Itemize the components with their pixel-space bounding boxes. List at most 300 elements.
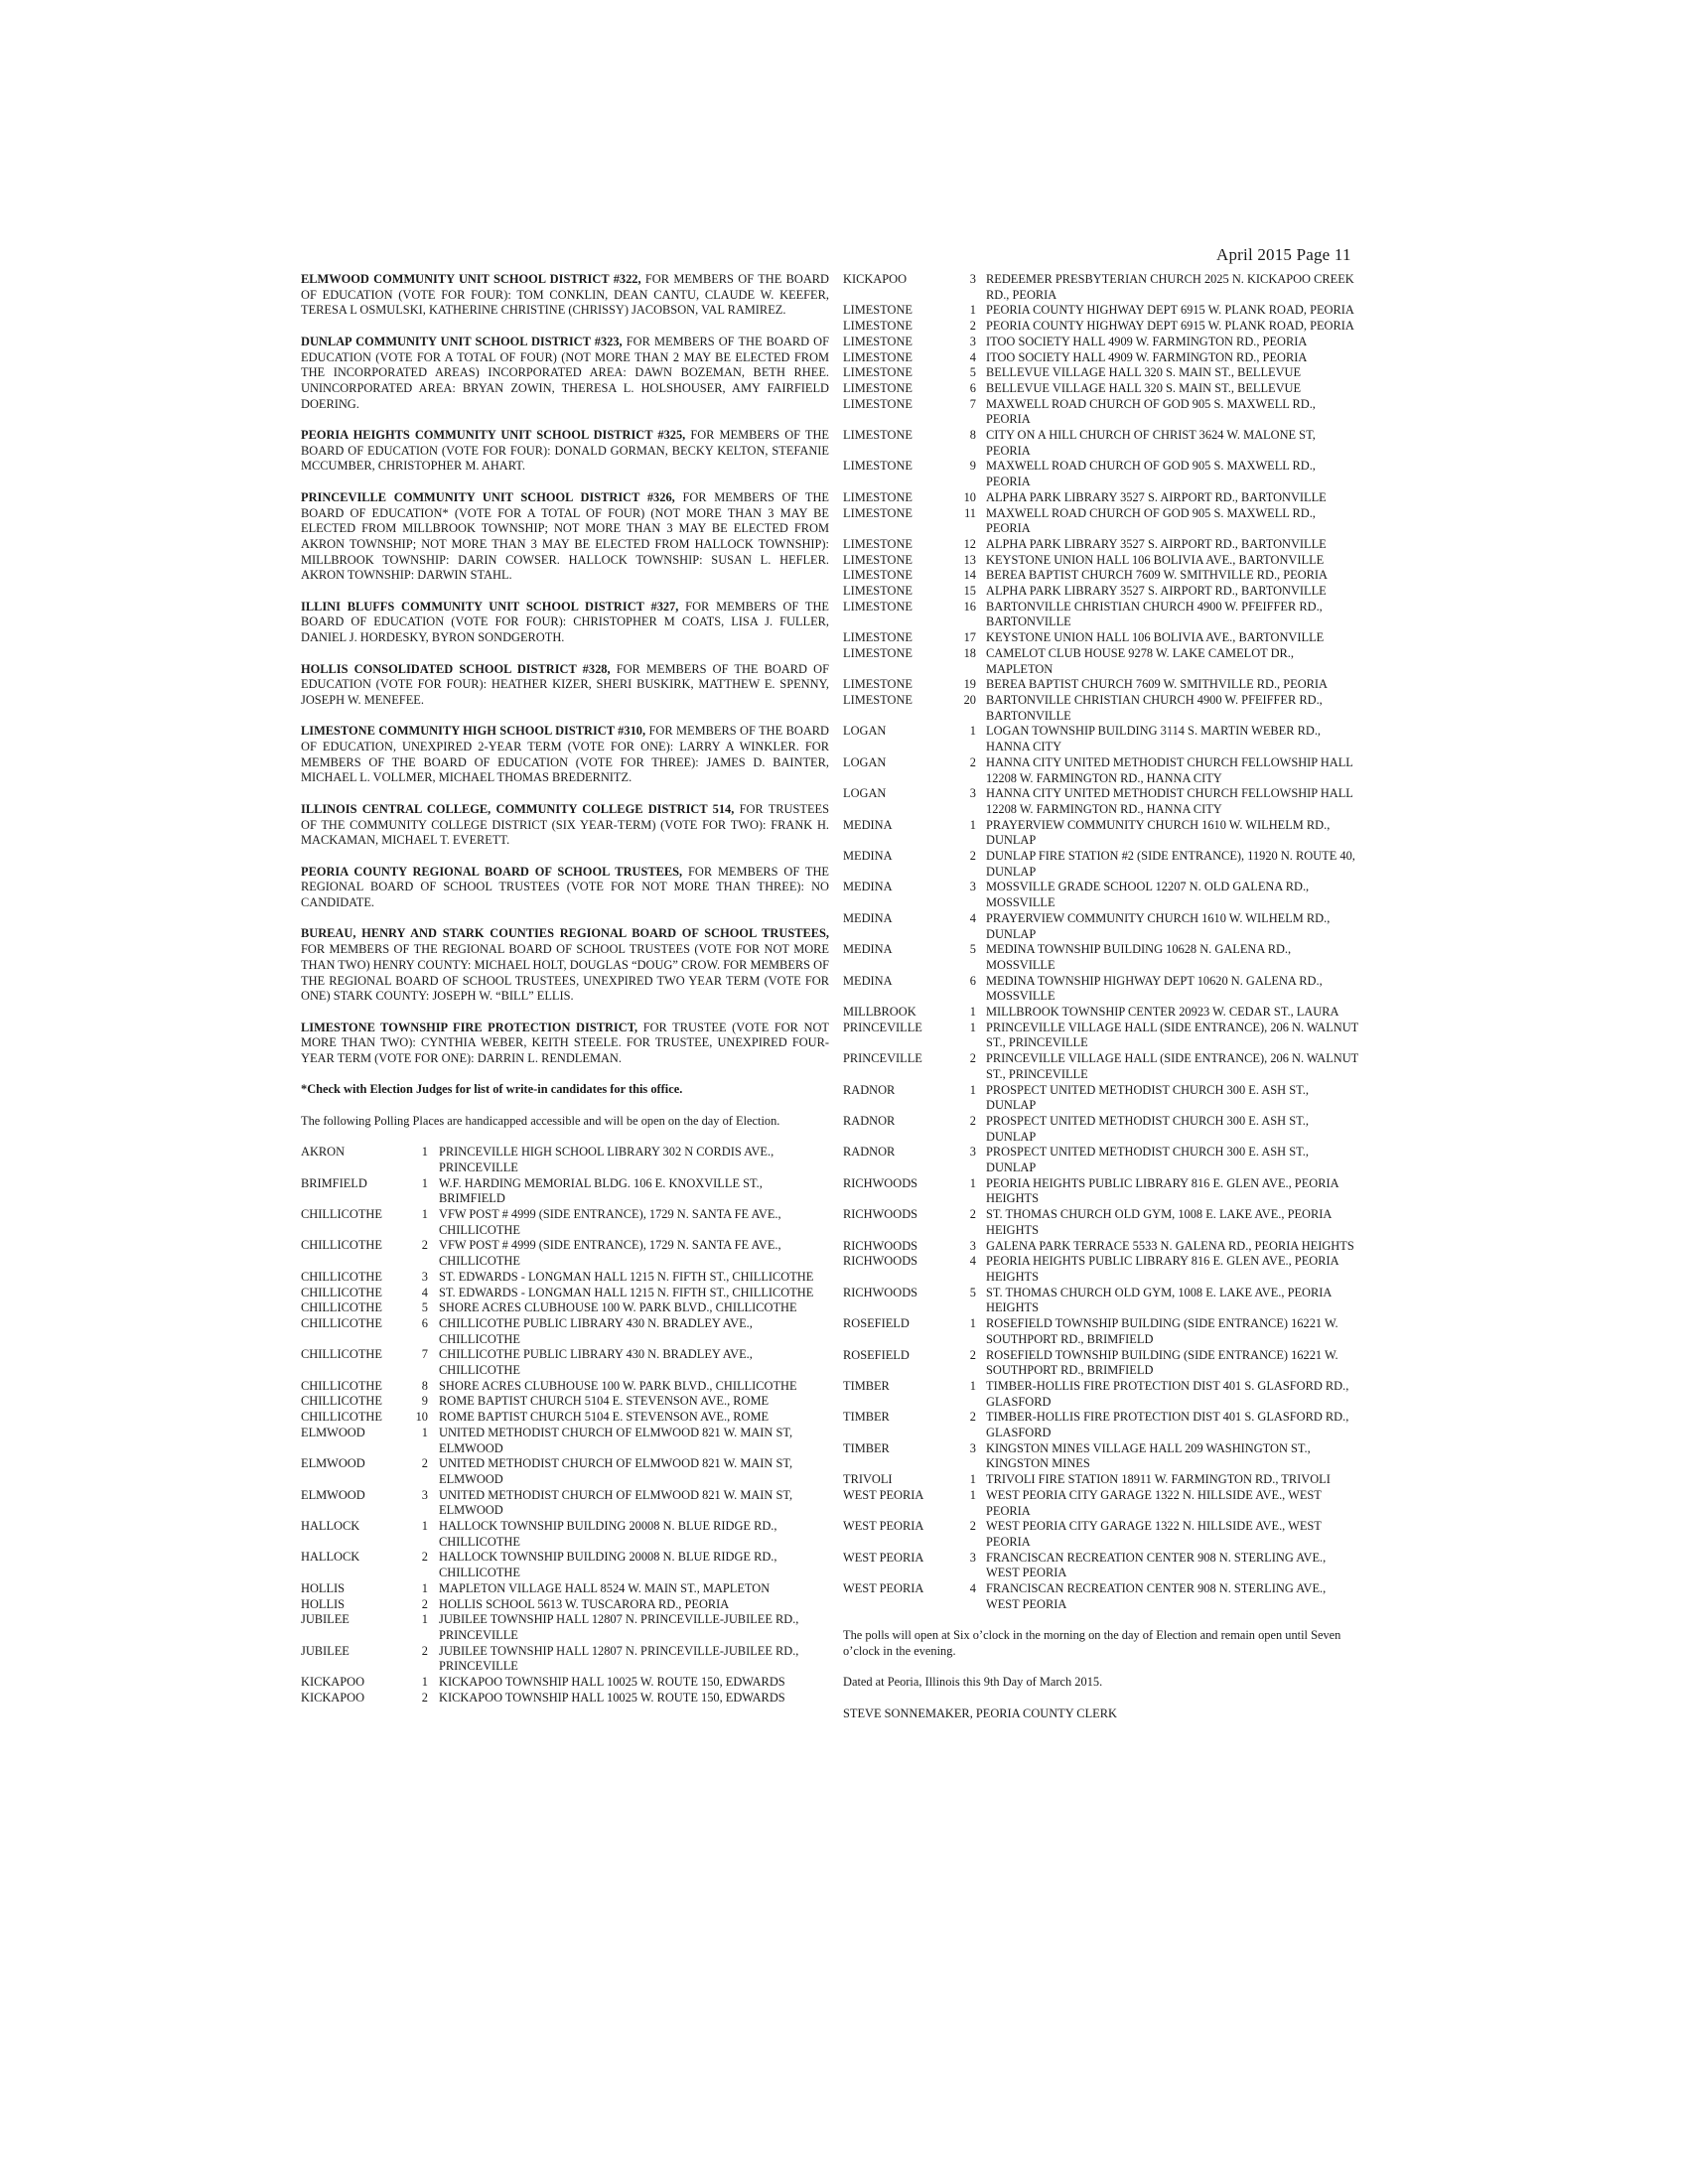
precinct-number: 3 (969, 1440, 976, 1455)
precinct-number: 3 (969, 1550, 976, 1565)
polling-place-row (843, 942, 1365, 973)
polling-place-row (843, 1581, 1365, 1612)
election-notices (301, 272, 829, 1067)
precinct-number: 2 (969, 1051, 976, 1066)
township-name: LIMESTONE (843, 334, 913, 348)
polling-location: ROME BAPTIST CHURCH 5104 E. STEVENSON AVE., ROME (439, 1394, 770, 1409)
polling-place-row (843, 1551, 1365, 1581)
polling-location: BELLEVUE VILLAGE HALL 320 S. MAIN ST., BELLEVUE (986, 380, 1302, 395)
polling-location: GALENA PARK TERRACE 5533 N. GALENA RD., PEORIA HEIGHTS (986, 1238, 1354, 1253)
polling-place-row (843, 537, 1365, 553)
polling-place-row (301, 1426, 829, 1456)
polling-location: KICKAPOO TOWNSHIP HALL 10025 W. ROUTE 150, EDWARDS (439, 1690, 785, 1705)
polling-places-right (843, 272, 1365, 1612)
township-name: LOGAN (843, 786, 887, 801)
precinct-number: 2 (969, 1113, 976, 1128)
election-notice (301, 490, 829, 584)
polling-place-row (301, 1519, 829, 1550)
precinct-number: 1 (969, 724, 976, 739)
polling-location: HANNA CITY UNITED METHODIST CHURCH FELLOWSHIP HALL 12208 W. FARMINGTON RD., HANNA CITY (986, 754, 1353, 785)
township-name: TIMBER (843, 1440, 890, 1455)
polling-place-row (843, 1051, 1365, 1082)
notice-title: PRINCEVILLE COMMUNITY UNIT SCHOOL DISTRICT #326, (301, 489, 675, 504)
election-notice (301, 1021, 829, 1067)
polling-place-row (301, 1581, 829, 1597)
township-name: ELMWOOD (301, 1425, 365, 1439)
polling-location: WEST PEORIA CITY GARAGE 1322 N. HILLSIDE AVE., WEST PEORIA (986, 1487, 1322, 1518)
polling-place-row (843, 568, 1365, 584)
township-name: LIMESTONE (843, 645, 913, 660)
precinct-number: 1 (969, 1082, 976, 1097)
precinct-number: 2 (969, 1410, 976, 1425)
polling-places-left (301, 1145, 829, 1706)
polling-location: KINGSTON MINES VILLAGE HALL 209 WASHINGTON ST., KINGSTON MINES (986, 1440, 1311, 1471)
precinct-number: 2 (421, 1550, 428, 1565)
polling-location: MEDINA TOWNSHIP BUILDING 10628 N. GALENA RD., MOSSVILLE (986, 942, 1292, 972)
notice-title: ELMWOOD COMMUNITY UNIT SCHOOL DISTRICT #322, (301, 272, 641, 286)
polling-place-row (301, 1597, 829, 1613)
township-name: RADNOR (843, 1145, 896, 1160)
polling-place-row (843, 724, 1365, 754)
township-name: RICHWOODS (843, 1285, 918, 1299)
precinct-number: 1 (421, 1145, 428, 1160)
township-name: RICHWOODS (843, 1238, 918, 1253)
election-notice (301, 865, 829, 911)
precinct-number: 4 (421, 1285, 428, 1299)
township-name: LIMESTONE (843, 319, 913, 334)
precinct-number: 6 (969, 973, 976, 988)
polling-location: VFW POST # 4999 (SIDE ENTRANCE), 1729 N. SANTA FE AVE., CHILLICOTHE (439, 1238, 781, 1269)
precinct-number: 3 (421, 1269, 428, 1284)
township-name: WEST PEORIA (843, 1519, 924, 1534)
polling-location: MAXWELL ROAD CHURCH OF GOD 905 S. MAXWELL RD., PEORIA (986, 505, 1316, 536)
polling-place-row (843, 335, 1365, 350)
township-name: JUBILEE (301, 1643, 350, 1658)
left-column (301, 272, 829, 1706)
township-name: KICKAPOO (843, 272, 908, 286)
notice-body: FOR MEMBERS OF THE BOARD OF EDUCATION (VOTE FOR FOUR): DONALD GORMAN, BECKY KELTON, STEFANIE MCCUMBER, CHRISTOPHER M. AHART. (301, 428, 829, 474)
precinct-number: 10 (963, 489, 976, 504)
polling-location: MAXWELL ROAD CHURCH OF GOD 905 S. MAXWELL RD., PEORIA (986, 459, 1316, 489)
polling-place-row (301, 1238, 829, 1269)
township-name: HALLOCK (301, 1519, 360, 1534)
township-name: LIMESTONE (843, 536, 913, 551)
precinct-number: 8 (969, 428, 976, 443)
notice-body: FOR MEMBERS OF THE BOARD OF EDUCATION (VOTE FOR FOUR): CHRISTOPHER M COATS, LISA J. FULLER, DANIEL J. HORDESKY, BYRON SONDGEROTH. (301, 599, 829, 645)
polling-location: JUBILEE TOWNSHIP HALL 12807 N. PRINCEVILLE-JUBILEE RD., PRINCEVILLE (439, 1643, 799, 1674)
election-notice (301, 428, 829, 475)
polling-place-row (843, 880, 1365, 910)
polling-place-row (843, 1021, 1365, 1051)
polling-location: UNITED METHODIST CHURCH OF ELMWOOD 821 W. MAIN ST, ELMWOOD (439, 1487, 793, 1518)
polling-location: SHORE ACRES CLUBHOUSE 100 W. PARK BLVD., CHILLICOTHE (439, 1300, 797, 1315)
township-name: RADNOR (843, 1082, 896, 1097)
polling-location: ROME BAPTIST CHURCH 5104 E. STEVENSON AVE., ROME (439, 1410, 770, 1425)
polling-place-row (843, 553, 1365, 569)
polling-place-row (301, 1675, 829, 1691)
precinct-number: 1 (969, 817, 976, 832)
polling-location: PRAYERVIEW COMMUNITY CHURCH 1610 W. WILHELM RD., DUNLAP (986, 817, 1331, 848)
polling-location: HALLOCK TOWNSHIP BUILDING 20008 N. BLUE RIDGE RD., CHILLICOTHE (439, 1519, 777, 1549)
polling-location: REDEEMER PRESBYTERIAN CHURCH 2025 N. KICKAPOO CREEK RD., PEORIA (986, 272, 1354, 302)
township-name: TRIVOLI (843, 1472, 893, 1487)
precinct-number: 1 (421, 1580, 428, 1595)
precinct-number: 18 (963, 645, 976, 660)
precinct-number: 2 (421, 1596, 428, 1611)
precinct-number: 8 (421, 1378, 428, 1393)
township-name: KICKAPOO (301, 1690, 365, 1705)
precinct-number: 3 (969, 880, 976, 894)
polling-location: CHILLICOTHE PUBLIC LIBRARY 430 N. BRADLEY AVE., CHILLICOTHE (439, 1347, 753, 1378)
notice-body: FOR MEMBERS OF THE REGIONAL BOARD OF SCHOOL TRUSTEES (VOTE FOR NOT MORE THAN THREE): NO CANDIDATE. (301, 864, 829, 909)
election-notice (301, 272, 829, 319)
polling-location: KEYSTONE UNION HALL 106 BOLIVIA AVE., BARTONVILLE (986, 630, 1325, 645)
polling-location: BELLEVUE VILLAGE HALL 320 S. MAIN ST., BELLEVUE (986, 365, 1302, 380)
polling-intro: The following Polling Places are handicapped accessible and will be open on the day of Election. (301, 1113, 780, 1128)
polling-place-row (843, 755, 1365, 786)
polling-place-row (301, 1488, 829, 1519)
polling-place-row (843, 1316, 1365, 1347)
election-notice (301, 335, 829, 413)
polling-location: ITOO SOCIETY HALL 4909 W. FARMINGTON RD., PEORIA (986, 334, 1308, 348)
notice-title: BUREAU, HENRY AND STARK COUNTIES REGIONAL BOARD OF SCHOOL TRUSTEES, (301, 926, 829, 941)
precinct-number: 1 (969, 1005, 976, 1020)
precinct-number: 2 (421, 1456, 428, 1471)
precinct-number: 2 (421, 1690, 428, 1705)
township-name: LIMESTONE (843, 584, 913, 599)
township-name: LOGAN (843, 724, 887, 739)
township-name: LIMESTONE (843, 552, 913, 567)
precinct-number: 16 (963, 599, 976, 614)
township-name: CHILLICOTHE (301, 1378, 382, 1393)
polling-place-row (843, 1519, 1365, 1550)
election-notice (301, 662, 829, 709)
polling-location: FRANCISCAN RECREATION CENTER 908 N. STERLING AVE., WEST PEORIA (986, 1581, 1327, 1611)
precinct-number: 6 (421, 1315, 428, 1330)
precinct-number: 1 (969, 1472, 976, 1487)
polling-place-row (301, 1145, 829, 1175)
township-name: LIMESTONE (843, 568, 913, 583)
township-name: MEDINA (843, 880, 893, 894)
polling-location: ROSEFIELD TOWNSHIP BUILDING (SIDE ENTRANCE) 16221 W. SOUTHPORT RD., BRIMFIELD (986, 1347, 1338, 1378)
polling-place-row (843, 1083, 1365, 1114)
precinct-number: 1 (969, 1020, 976, 1034)
township-name: CHILLICOTHE (301, 1206, 382, 1221)
polling-location: HANNA CITY UNITED METHODIST CHURCH FELLOWSHIP HALL 12208 W. FARMINGTON RD., HANNA CITY (986, 786, 1353, 816)
precinct-number: 7 (969, 396, 976, 411)
township-name: JUBILEE (301, 1612, 350, 1627)
precinct-number: 5 (421, 1300, 428, 1315)
precinct-number: 1 (969, 303, 976, 318)
township-name: CHILLICOTHE (301, 1315, 382, 1330)
polling-place-row (301, 1612, 829, 1643)
precinct-number: 3 (969, 786, 976, 801)
precinct-number: 6 (969, 380, 976, 395)
precinct-number: 17 (963, 630, 976, 645)
township-name: LIMESTONE (843, 489, 913, 504)
township-name: WEST PEORIA (843, 1550, 924, 1565)
township-name: TIMBER (843, 1378, 890, 1393)
polling-location: FRANCISCAN RECREATION CENTER 908 N. STERLING AVE., WEST PEORIA (986, 1550, 1327, 1580)
township-name: CHILLICOTHE (301, 1394, 382, 1409)
election-notice (301, 802, 829, 849)
polling-place-row (843, 849, 1365, 880)
township-name: WEST PEORIA (843, 1487, 924, 1502)
township-name: AKRON (301, 1145, 346, 1160)
township-name: MEDINA (843, 942, 893, 957)
polling-location: CHILLICOTHE PUBLIC LIBRARY 430 N. BRADLEY AVE., CHILLICOTHE (439, 1315, 753, 1346)
township-name: CHILLICOTHE (301, 1285, 382, 1299)
polling-location: PRINCEVILLE VILLAGE HALL (SIDE ENTRANCE), 206 N. WALNUT ST., PRINCEVILLE (986, 1020, 1359, 1050)
polling-location: W.F. HARDING MEMORIAL BLDG. 106 E. KNOXVILLE ST., BRIMFIELD (439, 1175, 763, 1206)
precinct-number: 11 (964, 505, 976, 520)
polling-place-row (843, 1286, 1365, 1316)
polling-place-row (301, 1270, 829, 1286)
precinct-number: 4 (969, 1581, 976, 1596)
notice-body: FOR MEMBERS OF THE BOARD OF EDUCATION (VOTE FOR FOUR): TOM CONKLIN, DEAN CANTU, CLAUDE W. KEEFER, TERESA L OSMULSKI, KATHERINE CHRISTINE (CHRISSY) JACOBSON, VAL RAMIREZ. (301, 272, 829, 318)
polling-place-row (843, 506, 1365, 537)
polling-location: PRINCEVILLE VILLAGE HALL (SIDE ENTRANCE), 206 N. WALNUT ST., PRINCEVILLE (986, 1051, 1359, 1081)
polls-hours-text: The polls will open at Six o’clock in the morning on the day of Election and remain open until Seven o’clock in the evening. (843, 1628, 1341, 1658)
precinct-number: 4 (969, 910, 976, 925)
township-name: MEDINA (843, 849, 893, 864)
polling-location: JUBILEE TOWNSHIP HALL 12807 N. PRINCEVILLE-JUBILEE RD., PRINCEVILLE (439, 1612, 799, 1642)
polling-location: HALLOCK TOWNSHIP BUILDING 20008 N. BLUE RIDGE RD., CHILLICOTHE (439, 1550, 777, 1580)
polling-location: PRINCEVILLE HIGH SCHOOL LIBRARY 302 N CORDIS AVE., PRINCEVILLE (439, 1145, 774, 1174)
election-notice (301, 926, 829, 1005)
polling-location: PEORIA COUNTY HIGHWAY DEPT 6915 W. PLANK ROAD, PEORIA (986, 319, 1354, 334)
polling-place-row (301, 1456, 829, 1487)
precinct-number: 14 (963, 568, 976, 583)
notice-body: FOR MEMBERS OF THE BOARD OF EDUCATION (VOTE FOR A TOTAL OF FOUR) (NOT MORE THAN 2 MAY BE ELECTED FROM THE INCORPORATED AREAS) INCORPORATED AREA: DAWN BOZEMAN, BETH RHEE. UNINCORPORATED AREA: BRYAN ZOWIN, THERESA L. HOLSHOUSER, AMY FAIRFIELD DOERING. (301, 334, 829, 411)
dated-text: Dated at Peoria, Illinois this 9th Day of March 2015. (843, 1675, 1103, 1690)
polling-place-row (843, 646, 1365, 677)
polling-location: MAXWELL ROAD CHURCH OF GOD 905 S. MAXWELL RD., PEORIA (986, 396, 1316, 427)
polling-place-row (843, 1379, 1365, 1410)
township-name: RADNOR (843, 1113, 896, 1128)
precinct-number: 2 (969, 1519, 976, 1534)
polling-place-row (301, 1410, 829, 1426)
polling-place-row (843, 600, 1365, 630)
election-notice (301, 724, 829, 786)
polling-place-row (301, 1286, 829, 1301)
polling-location: PEORIA HEIGHTS PUBLIC LIBRARY 816 E. GLEN AVE., PEORIA HEIGHTS (986, 1175, 1338, 1206)
notice-body: FOR TRUSTEE (VOTE FOR NOT MORE THAN TWO): CYNTHIA WEBER, KEITH STEELE. FOR TRUSTEE, UNEXPIRED FOUR-YEAR TERM (VOTE FOR ONE): DARRIN L. RENDLEMAN. (301, 1020, 829, 1065)
polling-place-row (843, 911, 1365, 942)
notice-body: FOR MEMBERS OF THE REGIONAL BOARD OF SCHOOL TRUSTEES (VOTE FOR NOT MORE THAN TWO) HENRY COUNTY: MICHAEL HOLT, DOUGLAS “DOUG” CROW. FOR MEMBERS OF THE REGIONAL BOARD OF SCHOOL TRUSTEES, UNEXPIRED TWO YEAR TERM (VOTE FOR ONE) STARK COUNTY: JOSEPH W. “BILL” ELLIS. (301, 942, 829, 1004)
polling-location: KEYSTONE UNION HALL 106 BOLIVIA AVE., BARTONVILLE (986, 552, 1325, 567)
township-name: HOLLIS (301, 1580, 346, 1595)
precinct-number: 3 (421, 1487, 428, 1502)
polling-place-row (843, 1207, 1365, 1238)
township-name: LIMESTONE (843, 380, 913, 395)
polling-location: MEDINA TOWNSHIP HIGHWAY DEPT 10620 N. GALENA RD., MOSSVILLE (986, 973, 1323, 1004)
township-name: CHILLICOTHE (301, 1300, 382, 1315)
polling-place-row (843, 1441, 1365, 1472)
polling-place-row (843, 350, 1365, 366)
township-name: CHILLICOTHE (301, 1238, 382, 1253)
township-name: LIMESTONE (843, 599, 913, 614)
polling-place-row (843, 381, 1365, 397)
polling-location: UNITED METHODIST CHURCH OF ELMWOOD 821 W. MAIN ST, ELMWOOD (439, 1425, 793, 1455)
right-column (843, 272, 1365, 1737)
township-name: LIMESTONE (843, 630, 913, 645)
notice-title: ILLINOIS CENTRAL COLLEGE, COMMUNITY COLLEGE DISTRICT 514, (301, 801, 735, 816)
precinct-number: 19 (963, 677, 976, 692)
township-name: ROSEFIELD (843, 1347, 910, 1362)
township-name: BRIMFIELD (301, 1175, 367, 1190)
polling-location: PROSPECT UNITED METHODIST CHURCH 300 E. ASH ST., DUNLAP (986, 1145, 1309, 1175)
polling-location: UNITED METHODIST CHURCH OF ELMWOOD 821 W. MAIN ST, ELMWOOD (439, 1456, 793, 1486)
precinct-number: 1 (421, 1675, 428, 1690)
polling-location: BEREA BAPTIST CHURCH 7609 W. SMITHVILLE RD., PEORIA (986, 568, 1328, 583)
polling-location: ST. THOMAS CHURCH OLD GYM, 1008 E. LAKE AVE., PEORIA HEIGHTS (986, 1285, 1332, 1315)
polling-location: MAPLETON VILLAGE HALL 8524 W. MAIN ST., MAPLETON (439, 1580, 771, 1595)
precinct-number: 9 (969, 459, 976, 474)
polling-location: MOSSVILLE GRADE SCHOOL 12207 N. OLD GALENA RD., MOSSVILLE (986, 880, 1310, 910)
township-name: HOLLIS (301, 1596, 346, 1611)
precinct-number: 4 (969, 1254, 976, 1269)
polling-location: ST. EDWARDS - LONGMAN HALL 1215 N. FIFTH ST., CHILLICOTHE (439, 1285, 814, 1299)
notice-body: FOR MEMBERS OF THE BOARD OF EDUCATION (VOTE FOR FOUR): HEATHER KIZER, SHERI BUSKIRK, MATTHEW E. SPENNY, JOSEPH W. MENEFEE. (301, 661, 829, 707)
precinct-number: 5 (969, 942, 976, 957)
precinct-number: 5 (969, 365, 976, 380)
polling-location: PROSPECT UNITED METHODIST CHURCH 300 E. ASH ST., DUNLAP (986, 1082, 1309, 1113)
precinct-number: 1 (969, 1378, 976, 1393)
polling-place-row (843, 1114, 1365, 1145)
polling-place-row (843, 630, 1365, 646)
precinct-number: 3 (969, 334, 976, 348)
precinct-number: 5 (969, 1285, 976, 1299)
polling-place-row (843, 319, 1365, 335)
polling-place-row (843, 1239, 1365, 1255)
election-notice (301, 600, 829, 646)
polling-place-row (301, 1550, 829, 1580)
polling-location: MILLBROOK TOWNSHIP CENTER 20923 W. CEDAR ST., LAURA (986, 1005, 1339, 1020)
precinct-number: 1 (421, 1206, 428, 1221)
page-header: April 2015 Page 11 (1216, 245, 1351, 264)
polling-place-row (843, 397, 1365, 428)
polling-place-row (843, 1176, 1365, 1207)
polling-location: TRIVOLI FIRE STATION 18911 W. FARMINGTON RD., TRIVOLI (986, 1472, 1331, 1487)
polling-place-row (843, 1005, 1365, 1021)
precinct-number: 3 (969, 1238, 976, 1253)
precinct-number: 2 (969, 849, 976, 864)
notice-body: FOR TRUSTEES OF THE COMMUNITY COLLEGE DISTRICT (SIX YEAR-TERM) (VOTE FOR TWO): FRANK H. MACKAMAN, MICHAEL T. EVERETT. (301, 801, 829, 848)
polling-location: PEORIA COUNTY HIGHWAY DEPT 6915 W. PLANK ROAD, PEORIA (986, 303, 1354, 318)
polling-place-row (843, 1254, 1365, 1285)
polling-place-row (843, 303, 1365, 319)
township-name: KICKAPOO (301, 1675, 365, 1690)
precinct-number: 2 (421, 1238, 428, 1253)
precinct-number: 20 (963, 692, 976, 707)
notice-title: PEORIA COUNTY REGIONAL BOARD OF SCHOOL TRUSTEES, (301, 864, 683, 879)
polling-location: VFW POST # 4999 (SIDE ENTRANCE), 1729 N. SANTA FE AVE., CHILLICOTHE (439, 1206, 781, 1237)
township-name: WEST PEORIA (843, 1581, 924, 1596)
notice-body: FOR MEMBERS OF THE BOARD OF EDUCATION* (VOTE FOR A TOTAL OF FOUR) (NOT MORE THAN 3 MAY BE ELECTED FROM MILLBROOK TOWNSHIP; NOT MORE THAN 3 MAY BE ELECTED FROM AKRON TOWNSHIP; NOT MORE THAN 3 MAY BE ELECTED FROM HALLOCK TOWNSHIP): MILLBROOK TOWNSHIP: DARIN COWSER. HALLOCK TOWNSHIP: SUSAN L. HEFLER. AKRON TOWNSHIP: DARWIN STAHL. (301, 489, 829, 583)
notice-body: FOR MEMBERS OF THE BOARD OF EDUCATION, UNEXPIRED 2-YEAR TERM (VOTE FOR ONE): LARRY A WINKLER. FOR MEMBERS OF THE BOARD OF EDUCATION (VOTE FOR THREE): JAMES D. BAINTER, MICHAEL L. VOLLMER, MICHAEL THOMAS BREDERNITZ. (301, 724, 829, 785)
precinct-number: 15 (963, 584, 976, 599)
polling-place-row (843, 974, 1365, 1005)
township-name: MEDINA (843, 817, 893, 832)
polling-location: TIMBER-HOLLIS FIRE PROTECTION DIST 401 S. GLASFORD RD., GLASFORD (986, 1410, 1349, 1440)
clerk-signature: STEVE SONNEMAKER, PEORIA COUNTY CLERK (843, 1706, 1117, 1720)
polling-location: ALPHA PARK LIBRARY 3527 S. AIRPORT RD., BARTONVILLE (986, 536, 1327, 551)
polling-location: ROSEFIELD TOWNSHIP BUILDING (SIDE ENTRANCE) 16221 W. SOUTHPORT RD., BRIMFIELD (986, 1316, 1338, 1346)
township-name: RICHWOODS (843, 1175, 918, 1190)
township-name: LIMESTONE (843, 505, 913, 520)
precinct-number: 2 (969, 1347, 976, 1362)
polling-place-row (301, 1691, 829, 1706)
township-name: LIMESTONE (843, 459, 913, 474)
precinct-number: 2 (421, 1643, 428, 1658)
township-name: PRINCEVILLE (843, 1051, 922, 1066)
polling-place-row (843, 1145, 1365, 1175)
polling-place-row (843, 490, 1365, 506)
polling-place-row (843, 1410, 1365, 1440)
precinct-number: 1 (421, 1612, 428, 1627)
polling-location: PEORIA HEIGHTS PUBLIC LIBRARY 816 E. GLEN AVE., PEORIA HEIGHTS (986, 1254, 1338, 1284)
polling-place-row (301, 1207, 829, 1238)
polling-location: ALPHA PARK LIBRARY 3527 S. AIRPORT RD., BARTONVILLE (986, 489, 1327, 504)
polling-location: PRAYERVIEW COMMUNITY CHURCH 1610 W. WILHELM RD., DUNLAP (986, 910, 1331, 941)
polling-place-row (843, 272, 1365, 303)
polling-location: ST. EDWARDS - LONGMAN HALL 1215 N. FIFTH ST., CHILLICOTHE (439, 1269, 814, 1284)
precinct-number: 1 (969, 1316, 976, 1331)
polling-location: KICKAPOO TOWNSHIP HALL 10025 W. ROUTE 150, EDWARDS (439, 1675, 785, 1690)
polling-place-row (301, 1347, 829, 1378)
township-name: CHILLICOTHE (301, 1347, 382, 1362)
notice-title: PEORIA HEIGHTS COMMUNITY UNIT SCHOOL DISTRICT #325, (301, 428, 686, 442)
notice-title: LIMESTONE COMMUNITY HIGH SCHOOL DISTRICT #310, (301, 724, 646, 739)
polling-place-row (843, 1472, 1365, 1488)
notice-title: HOLLIS CONSOLIDATED SCHOOL DISTRICT #328, (301, 661, 611, 676)
precinct-number: 1 (969, 1175, 976, 1190)
township-name: LIMESTONE (843, 349, 913, 364)
polling-place-row (301, 1300, 829, 1316)
write-in-note: *Check with Election Judges for list of write-in candidates for this office. (301, 1082, 683, 1097)
notice-title: DUNLAP COMMUNITY UNIT SCHOOL DISTRICT #323, (301, 334, 623, 348)
precinct-number: 4 (969, 349, 976, 364)
polling-location: SHORE ACRES CLUBHOUSE 100 W. PARK BLVD., CHILLICOTHE (439, 1378, 797, 1393)
polling-place-row (843, 818, 1365, 849)
township-name: HALLOCK (301, 1550, 360, 1565)
township-name: LIMESTONE (843, 428, 913, 443)
polling-place-row (843, 1488, 1365, 1519)
polling-place-row (843, 677, 1365, 693)
precinct-number: 13 (963, 552, 976, 567)
township-name: TIMBER (843, 1410, 890, 1425)
township-name: ELMWOOD (301, 1456, 365, 1471)
polling-location: PROSPECT UNITED METHODIST CHURCH 300 E. ASH ST., DUNLAP (986, 1113, 1309, 1144)
precinct-number: 2 (969, 319, 976, 334)
polling-place-row (301, 1379, 829, 1395)
precinct-number: 2 (969, 1207, 976, 1222)
polling-location: ITOO SOCIETY HALL 4909 W. FARMINGTON RD., PEORIA (986, 349, 1308, 364)
polling-location: ALPHA PARK LIBRARY 3527 S. AIRPORT RD., BARTONVILLE (986, 584, 1327, 599)
township-name: LIMESTONE (843, 396, 913, 411)
notice-title: ILLINI BLUFFS COMMUNITY UNIT SCHOOL DISTRICT #327, (301, 599, 679, 614)
precinct-number: 12 (963, 536, 976, 551)
polling-place-row (843, 428, 1365, 459)
precinct-number: 9 (421, 1394, 428, 1409)
township-name: RICHWOODS (843, 1254, 918, 1269)
polling-location: LOGAN TOWNSHIP BUILDING 3114 S. MARTIN WEBER RD., HANNA CITY (986, 724, 1322, 754)
polling-location: HOLLIS SCHOOL 5613 W. TUSCARORA RD., PEORIA (439, 1596, 730, 1611)
notice-title: LIMESTONE TOWNSHIP FIRE PROTECTION DISTRICT, (301, 1020, 638, 1034)
polling-place-row (843, 693, 1365, 724)
polling-place-row (843, 365, 1365, 381)
